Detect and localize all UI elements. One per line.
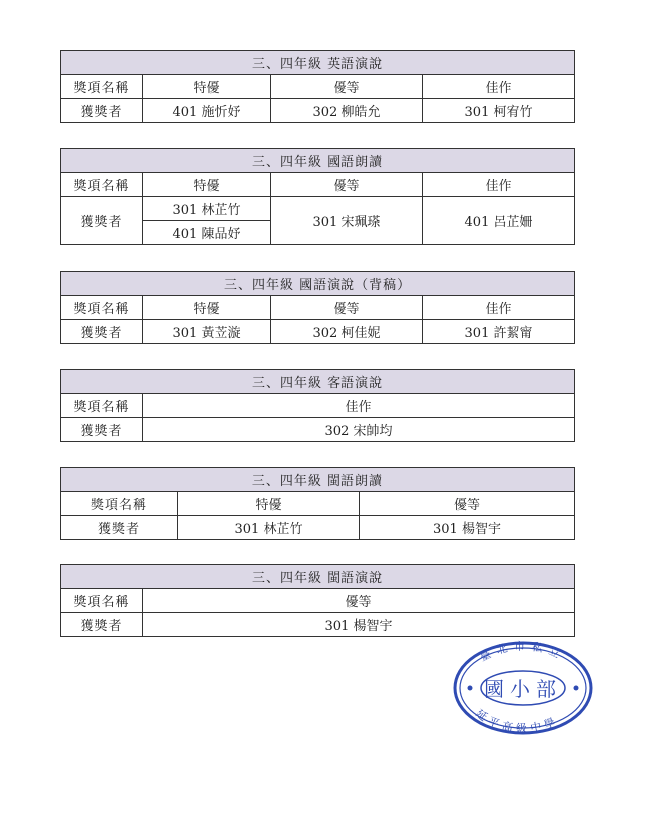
header-award-name: 獎項名稱 <box>61 589 143 613</box>
seal-bottom-text: 延平高級中學 <box>473 706 561 736</box>
table-title: 三、四年級 閩語朗讀 <box>61 468 575 492</box>
row-label-winners: 獲獎者 <box>61 197 143 245</box>
header-excellent: 優等 <box>143 589 575 613</box>
seal-center-text: 國小部 <box>484 677 562 701</box>
table-title: 三、四年級 閩語演說 <box>61 565 575 589</box>
winner-cell: 301 宋珮瑹 <box>271 197 423 245</box>
winner-cell: 302 宋帥均 <box>143 418 575 442</box>
award-table-mandarin-speech <box>60 271 575 344</box>
header-merit: 佳作 <box>143 394 575 418</box>
header-award-name: 獎項名稱 <box>61 75 143 99</box>
header-special: 特優 <box>143 296 271 320</box>
header-award-name: 獎項名稱 <box>61 173 143 197</box>
header-award-name: 獎項名稱 <box>61 492 178 516</box>
header-award-name: 獎項名稱 <box>61 394 143 418</box>
header-merit: 佳作 <box>423 75 575 99</box>
header-special: 特優 <box>143 173 271 197</box>
winner-cell: 301 楊智宇 <box>360 516 575 540</box>
table-title: 三、四年級 客語演說 <box>61 370 575 394</box>
table-title: 三、四年級 英語演說 <box>61 51 575 75</box>
header-merit: 佳作 <box>423 296 575 320</box>
award-table-hakka-speech <box>60 369 575 442</box>
header-excellent: 優等 <box>360 492 575 516</box>
row-label-winners: 獲獎者 <box>61 320 143 344</box>
seal-top-text: 臺北市私立 <box>477 640 568 665</box>
winner-cell: 401 呂芷姍 <box>423 197 575 245</box>
row-label-winners: 獲獎者 <box>61 516 178 540</box>
row-label-winners: 獲獎者 <box>61 613 143 637</box>
award-table-mandarin-reading <box>60 148 575 245</box>
award-table-minnan-reading <box>60 467 575 540</box>
header-excellent: 優等 <box>271 173 423 197</box>
seal-dot-left <box>468 686 473 691</box>
row-label-winners: 獲獎者 <box>61 418 143 442</box>
winner-cell: 401 陳品妤 <box>143 221 271 245</box>
header-merit: 佳作 <box>423 173 575 197</box>
winner-cell: 301 楊智宇 <box>143 613 575 637</box>
winner-cell: 301 柯宥竹 <box>423 99 575 123</box>
winner-cell: 301 林芷竹 <box>178 516 360 540</box>
winner-cell: 301 黃苙漩 <box>143 320 271 344</box>
winner-cell: 301 許絜甯 <box>423 320 575 344</box>
header-excellent: 優等 <box>271 75 423 99</box>
header-special: 特優 <box>178 492 360 516</box>
table-title: 三、四年級 國語朗讀 <box>61 149 575 173</box>
winner-cell: 401 施忻妤 <box>143 99 271 123</box>
header-special: 特優 <box>143 75 271 99</box>
header-award-name: 獎項名稱 <box>61 296 143 320</box>
winner-cell: 302 柯佳妮 <box>271 320 423 344</box>
school-seal-stamp <box>452 640 594 736</box>
winner-cell: 302 柳皓允 <box>271 99 423 123</box>
award-table-english-speech <box>60 50 575 123</box>
row-label-winners: 獲獎者 <box>61 99 143 123</box>
seal-dot-right <box>574 686 579 691</box>
header-excellent: 優等 <box>271 296 423 320</box>
table-title: 三、四年級 國語演說（背稿） <box>61 272 575 296</box>
winner-cell: 301 林芷竹 <box>143 197 271 221</box>
award-table-minnan-speech <box>60 564 575 637</box>
